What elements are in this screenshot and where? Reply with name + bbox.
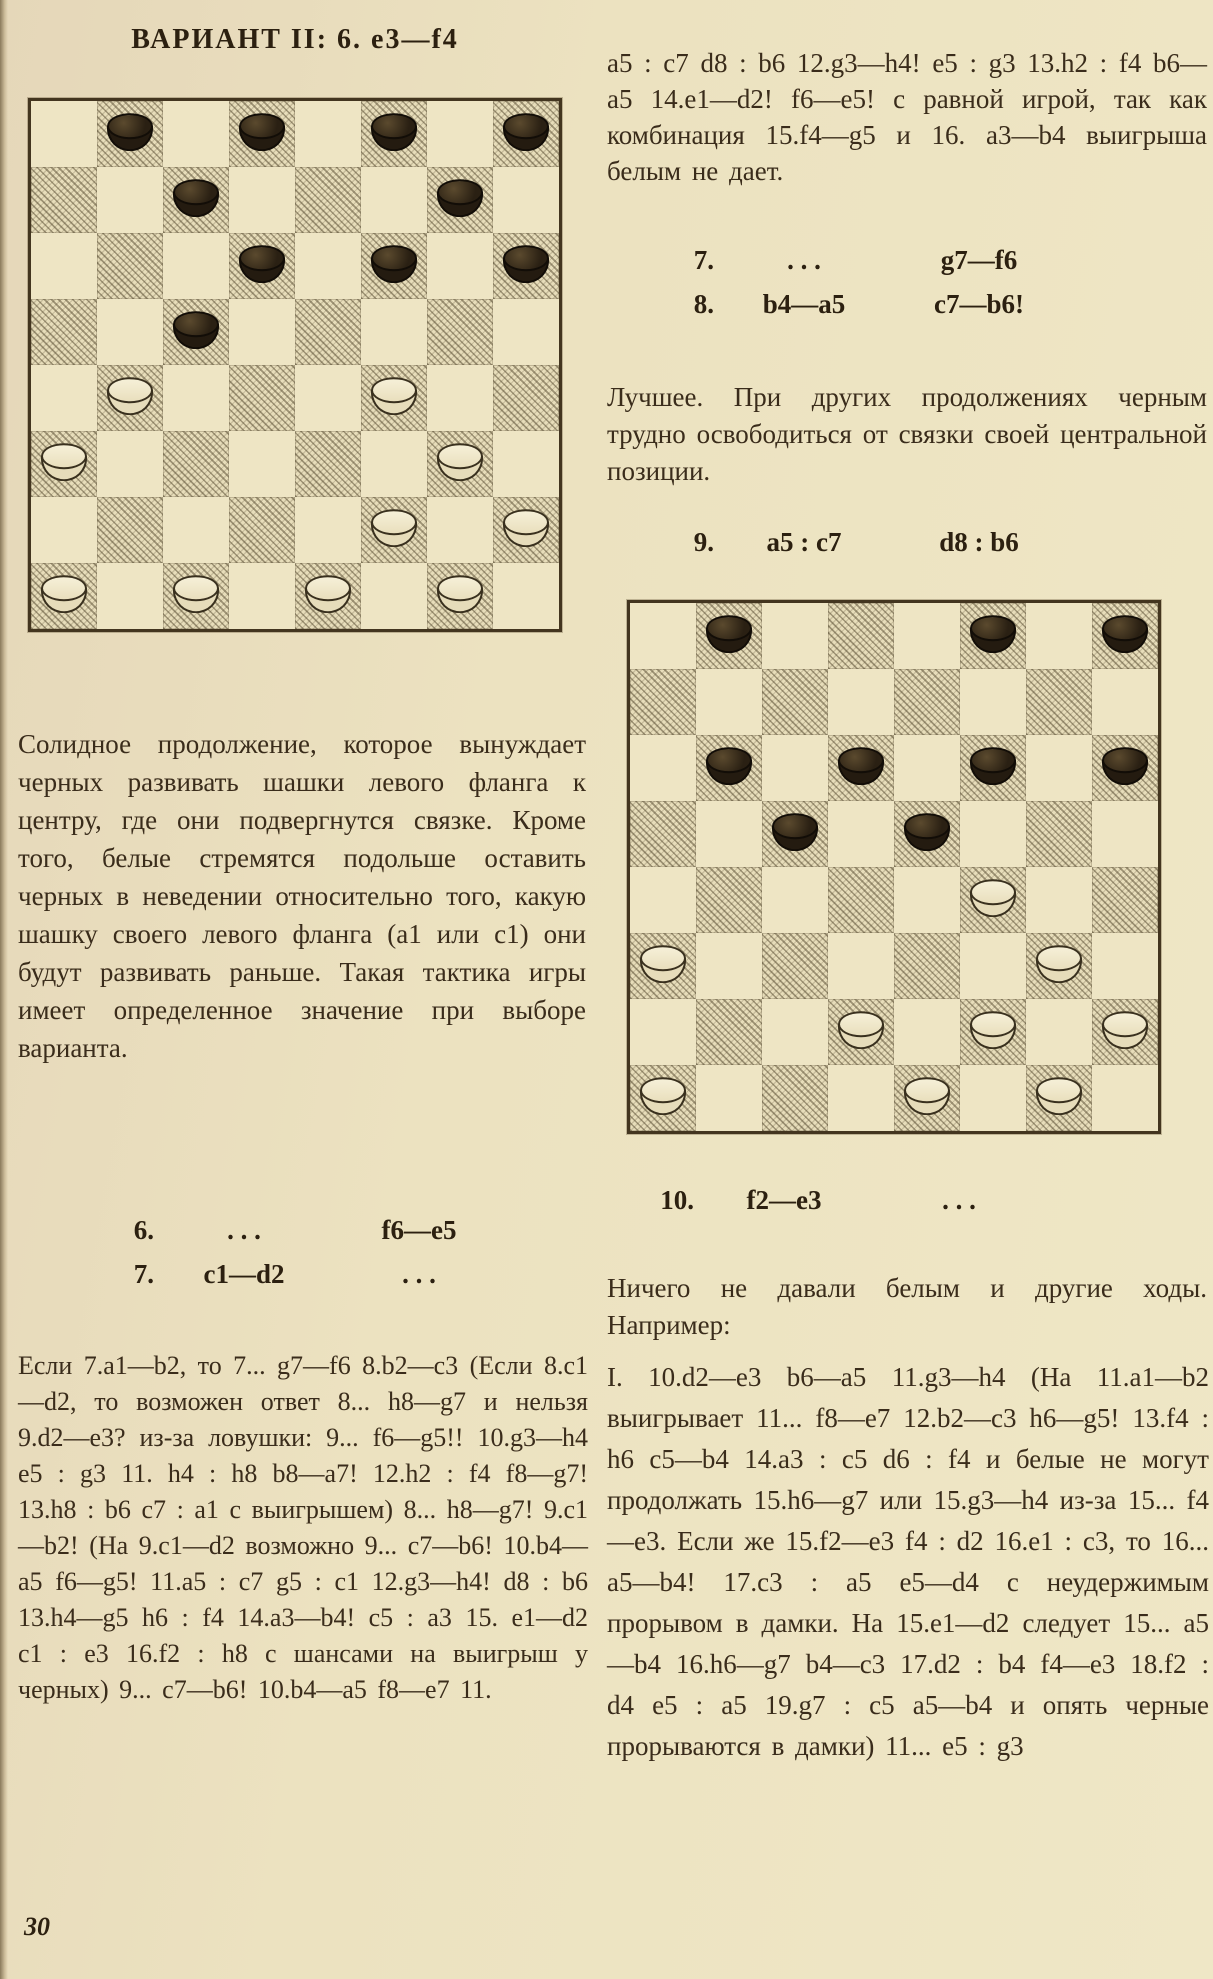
board-square-h7 [493,167,559,233]
board-square-g1 [1026,1065,1092,1131]
board-square-e2 [295,497,361,563]
black-checker [371,113,417,153]
black-checker [371,245,417,285]
board-square-a7 [31,167,97,233]
board-square-e8 [295,101,361,167]
move-number: 9. [693,527,714,557]
board-square-h6 [493,233,559,299]
board-square-e8 [894,603,960,669]
board-square-f6 [960,735,1026,801]
white-checker [640,945,686,985]
board-square-f3 [361,431,427,497]
board-square-f5 [960,801,1026,867]
black-checker [772,813,818,853]
board-square-e7 [295,167,361,233]
black-move: d8 : b6 [939,527,1019,557]
move-table-7-8 [660,238,1100,326]
board-square-d5 [828,801,894,867]
board-square-g5 [427,299,493,365]
board-square-c8 [163,101,229,167]
white-checker [305,575,351,615]
page-gutter-shadow [0,0,8,1979]
board-square-b4 [696,867,762,933]
move-number: 7. [133,1259,154,1289]
move-number: 8. [693,289,714,319]
white-checker [371,509,417,549]
black-checker [1102,747,1148,787]
board-square-f2 [960,999,1026,1065]
checkers-diagram-1 [28,98,562,632]
white-checker [640,1077,686,1117]
board-square-c3 [762,933,828,999]
board-square-b2 [97,497,163,563]
board-square-h1 [1092,1065,1158,1131]
board-square-e6 [295,233,361,299]
board-square-d8 [828,603,894,669]
board-square-b5 [696,801,762,867]
white-checker [1036,945,1082,985]
board-square-g4 [427,365,493,431]
white-checker [1036,1077,1082,1117]
board-square-g8 [427,101,493,167]
board-square-f7 [960,669,1026,735]
white-checker [107,377,153,417]
board-square-h5 [1092,801,1158,867]
board-square-h2 [493,497,559,563]
board-square-a5 [31,299,97,365]
board-square-h4 [1092,867,1158,933]
board-square-g7 [1026,669,1092,735]
board-square-f1 [960,1065,1026,1131]
move-line-10 [640,1178,1100,1222]
board-square-d1 [229,563,295,629]
move-number: 6. [133,1215,154,1245]
white-checker [1102,1011,1148,1051]
board-square-e5 [295,299,361,365]
board-square-d6 [229,233,295,299]
board-square-a4 [31,365,97,431]
board-square-e6 [894,735,960,801]
board-square-c6 [762,735,828,801]
white-checker [41,575,87,615]
board-square-c5 [163,299,229,365]
board-square-f7 [361,167,427,233]
board-square-f1 [361,563,427,629]
board-square-d2 [828,999,894,1065]
white-checker [970,1011,1016,1051]
board-square-c3 [163,431,229,497]
black-checker [706,615,752,655]
move-line-9 [660,520,1100,564]
board-square-f5 [361,299,427,365]
black-checker [239,245,285,285]
board-square-b5 [97,299,163,365]
board-square-c7 [762,669,828,735]
black-checker [239,113,285,153]
white-checker [904,1077,950,1117]
board-square-h4 [493,365,559,431]
white-checker [838,1011,884,1051]
checkers-diagram-2 [627,600,1161,1134]
black-checker [970,747,1016,787]
board-square-h3 [1092,933,1158,999]
board-square-b1 [97,563,163,629]
board-square-f3 [960,933,1026,999]
board-square-g5 [1026,801,1092,867]
board-square-g6 [427,233,493,299]
black-checker [706,747,752,787]
board-square-g6 [1026,735,1092,801]
board-square-a3 [31,431,97,497]
white-move: a5 : c7 [766,527,842,557]
move-row [100,1208,520,1252]
board-square-a2 [630,999,696,1065]
black-checker [503,113,549,153]
board-square-d2 [229,497,295,563]
board-square-g2 [427,497,493,563]
board-square-g3 [427,431,493,497]
board-square-d4 [229,365,295,431]
black-move: g7—f6 [940,245,1018,275]
board-square-a8 [31,101,97,167]
board-square-e1 [894,1065,960,1131]
white-checker [371,377,417,417]
board-square-h8 [493,101,559,167]
board-square-e1 [295,563,361,629]
board-square-g8 [1026,603,1092,669]
board-square-f8 [361,101,427,167]
board-square-b6 [696,735,762,801]
board-square-h6 [1092,735,1158,801]
board-square-b8 [97,101,163,167]
board-square-e3 [894,933,960,999]
board-square-a1 [630,1065,696,1131]
paragraph-continuation-right: a5 : c7 d8 : b6 12.g3—h4! e5 : g3 13.h2 : f4 b6—a5 14.e1—d2! f6—e5! с равной игрой, так как комбинация 15.f4—g5 и 16. a3—b4 выигрыша белым не дает. [607,48,1207,186]
board-square-b7 [696,669,762,735]
black-checker [437,179,483,219]
paragraph-commentary-left: Солидное продолжение, которое вынуждает черных развивать шашки левого фланга к центру, где они подвергнутся связке. Кроме того, белые стремятся подольше оставить черных в неведении относительно того, какую шашку своего левого фланга (a1 или c1) они будут развивать раньше. Такая тактика игры имеет определенное значение при выборе варианта. [18,729,586,1063]
board-square-a2 [31,497,97,563]
board-square-c5 [762,801,828,867]
black-checker [173,311,219,351]
paragraph-best-move-note: Лучшее. При других продолжениях черным трудно освободиться от связки своей центральной позиции. [607,382,1207,486]
black-checker [107,113,153,153]
board-square-d1 [828,1065,894,1131]
black-move: f6—e5 [381,1215,457,1245]
paragraph-other-moves-note: Ничего не давали белым и другие ходы. Например: [607,1273,1207,1340]
black-checker [503,245,549,285]
board-square-g4 [1026,867,1092,933]
move-row [660,238,1100,282]
board-square-a6 [630,735,696,801]
board-square-a1 [31,563,97,629]
board-square-f2 [361,497,427,563]
board-square-f8 [960,603,1026,669]
black-move: . . . [402,1259,436,1289]
white-checker [503,509,549,549]
move-number: 10. [660,1185,694,1215]
board-square-a8 [630,603,696,669]
white-checker [437,443,483,483]
board-square-b7 [97,167,163,233]
board-square-h7 [1092,669,1158,735]
board-square-h2 [1092,999,1158,1065]
black-checker [838,747,884,787]
board-square-a3 [630,933,696,999]
board-square-d7 [229,167,295,233]
black-checker [1102,615,1148,655]
board-square-f6 [361,233,427,299]
board-square-e5 [894,801,960,867]
board-square-b6 [97,233,163,299]
black-move: . . . [942,1185,976,1215]
board-square-b3 [696,933,762,999]
white-move: f2—e3 [746,1185,822,1215]
white-checker [41,443,87,483]
move-row [660,520,1100,564]
board-square-c1 [163,563,229,629]
board-square-g1 [427,563,493,629]
move-row [100,1252,520,1296]
white-move: . . . [787,245,821,275]
board-square-d4 [828,867,894,933]
page-number: 30 [24,1912,50,1941]
move-number: 7. [693,245,714,275]
board-square-f4 [361,365,427,431]
board-square-c2 [163,497,229,563]
board-square-d3 [229,431,295,497]
white-move: . . . [227,1215,261,1245]
board-square-g2 [1026,999,1092,1065]
board-square-c7 [163,167,229,233]
board-square-d5 [229,299,295,365]
board-square-h1 [493,563,559,629]
black-checker [970,615,1016,655]
paragraph-analysis-left: Если 7.a1—b2, то 7... g7—f6 8.b2—c3 (Если 8.c1—d2, то возможен ответ 8... h8—g7 и нельзя 9.d2—e3? из-за ловушки: 9... f6—g5!! 10.g3—h4 e5 : g3 11. h4 : h8 b8—a7! 12.h2 : f4 f8—g7! 13.h8 : b6 c7 : a1 с выигрышем) 8... h8—g7! 9.c1—b2! (На 9.c1—d2 возможно 9... c7—b6! 10.b4—a5 f6—g5! 11.a5 : c7 g5 : c1 12.g3—h4! d8 : b6 13.h4—g5 h6 : f4 14.a3—b4! c5 : a3 15. e1—d2 c1 : e3 16.f2 : h8 с шансами на выигрыш у черных) 9... c7—b6! 10.b4—a5 f8—e7 11. [18,1351,588,1704]
white-checker [173,575,219,615]
board-square-a5 [630,801,696,867]
board-square-h5 [493,299,559,365]
board-square-a7 [630,669,696,735]
white-move: c1—d2 [203,1259,285,1289]
board-square-b3 [97,431,163,497]
board-square-e2 [894,999,960,1065]
board-square-g3 [1026,933,1092,999]
board-square-b1 [696,1065,762,1131]
board-square-d3 [828,933,894,999]
move-row [660,282,1100,326]
move-table-6-7 [100,1208,520,1296]
board-square-e7 [894,669,960,735]
board-square-c1 [762,1065,828,1131]
section-heading: ВАРИАНТ II: 6. e3—f4 [131,24,459,55]
board-square-e4 [894,867,960,933]
board-square-c6 [163,233,229,299]
board-square-d7 [828,669,894,735]
board-square-f4 [960,867,1026,933]
board-square-c8 [762,603,828,669]
black-move: c7—b6! [934,289,1024,319]
board-square-h3 [493,431,559,497]
board-square-e3 [295,431,361,497]
black-checker [904,813,950,853]
board-square-g7 [427,167,493,233]
board-square-b2 [696,999,762,1065]
board-square-c4 [762,867,828,933]
white-move: b4—a5 [762,289,846,319]
move-row [640,1178,1100,1222]
board-square-a6 [31,233,97,299]
board-square-h8 [1092,603,1158,669]
black-checker [173,179,219,219]
board-square-c2 [762,999,828,1065]
board-square-e4 [295,365,361,431]
board-square-b4 [97,365,163,431]
white-checker [437,575,483,615]
board-square-d8 [229,101,295,167]
board-square-a4 [630,867,696,933]
board-square-d6 [828,735,894,801]
white-checker [970,879,1016,919]
board-square-b8 [696,603,762,669]
board-square-c4 [163,365,229,431]
paragraph-analysis-right: I. 10.d2—e3 b6—a5 11.g3—h4 (На 11.a1—b2 выигрывает 11... f8—e7 12.b2—c3 h6—g5! 13.f4 : h6 c5—b4 14.a3 : c5 d6 : f4 и белые не могут продолжать 15.h6—g7 или 15.g3—h4 из-за 15... f4—e3. Если же 15.f2—e3 f4 : d2 16.e1 : c3, то 16... a5—b4! 17.c3 : a5 e5—d4 с неудержимым прорывом в дамки. На 15.e1—d2 следует 15... a5—b4 16.h6—g7 b4—c3 17.d2 : b4 f4—e3 18.f2 : d4 e5 : a5 19.g7 : c5 a5—b4 и опять черные прорываются в дамки) 11... e5 : g3 [607,1362,1209,1761]
